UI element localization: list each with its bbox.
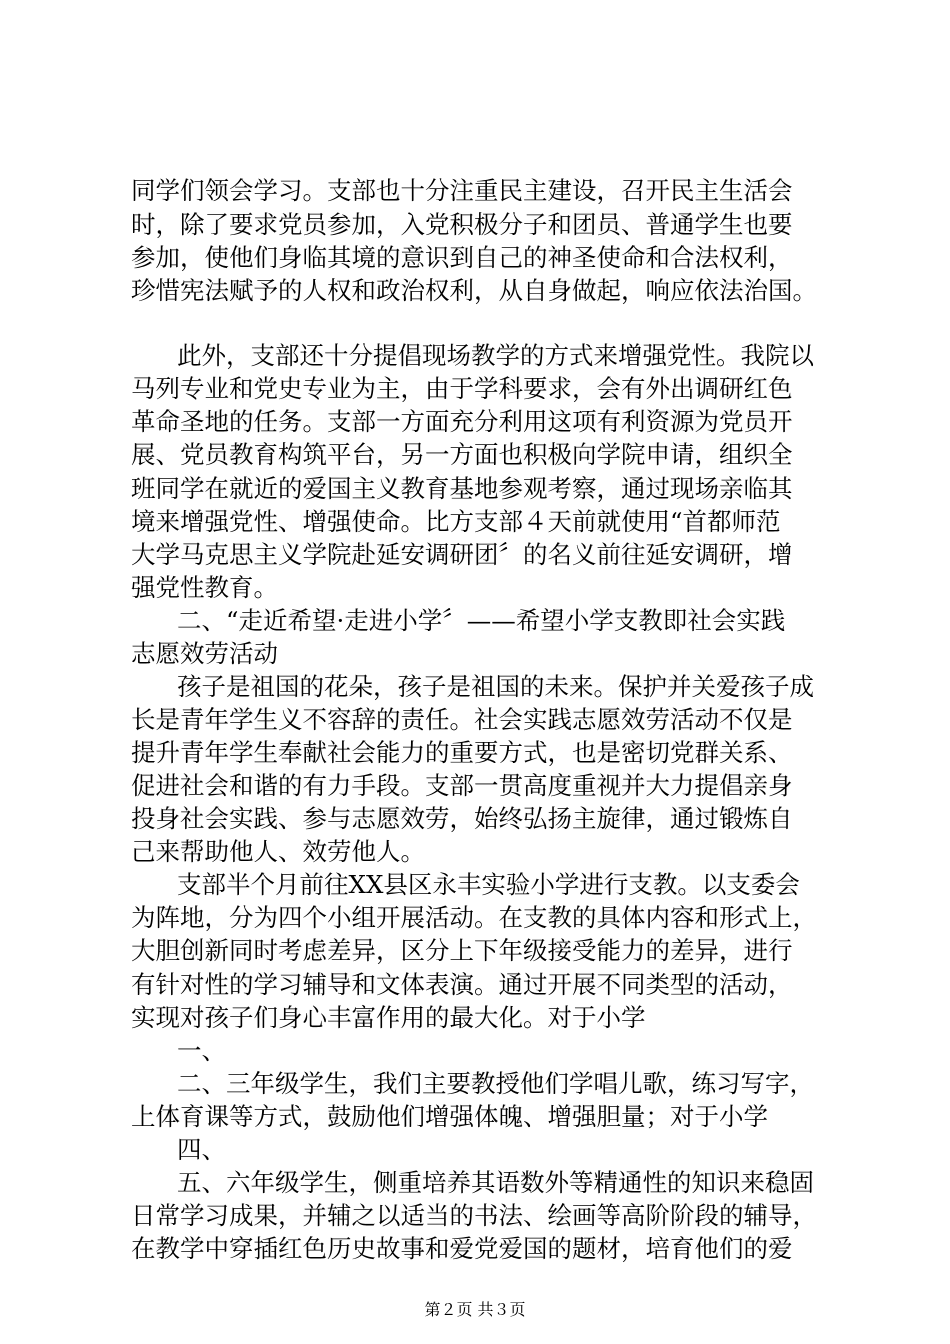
text-line: 班同学在就近的爱国主义教育基地参观考察，通过现场亲临其	[131, 474, 793, 503]
text-line: 展、党员教育构筑平台，另一方面也积极向学院申请，组织全	[131, 440, 793, 469]
text-line: 大胆创新同时考虑差异，区分上下年级接受能力的差异，进行	[131, 936, 793, 965]
page-footer: 第２页 共３页	[424, 1300, 526, 1319]
section-heading: 二、“走近希望·走进小学〞——希望小学支教即社会实践	[177, 606, 786, 635]
text-line: 四、	[177, 1135, 226, 1164]
text-line: 日常学习成果，并辅之以适当的书法、绘画等高阶阶段的辅导，	[131, 1201, 817, 1230]
text-line: 投身社会实践、参与志愿效劳，始终弘扬主旋律，通过锻炼自	[131, 804, 793, 833]
text-line: 二、三年级学生，我们主要教授他们学唱儿歌，练习写字，	[177, 1069, 814, 1098]
text-line: 一、	[177, 1036, 226, 1065]
text-line: 为阵地，分为四个小组开展活动。在支教的具体内容和形式上，	[131, 903, 817, 932]
section-heading: 志愿效劳活动	[131, 639, 278, 668]
text-line: 参加，使他们身临其境的意识到自己的神圣使命和合法权利，	[131, 243, 793, 272]
text-line: 提升青年学生奉献社会能力的重要方式，也是密切党群关系、	[131, 738, 793, 767]
text-line: 长是青年学生义不容辞的责任。社会实践志愿效劳活动不仅是	[131, 705, 793, 734]
text-line: 时，除了要求党员参加，入党积极分子和团员、普通学生也要	[131, 210, 793, 239]
text-line: 孩子是祖国的花朵，孩子是祖国的未来。保护并关爱孩子成	[177, 672, 814, 701]
text-line: 在教学中穿插红色历史故事和爱党爱国的题材，培育他们的爱	[131, 1234, 793, 1263]
text-line: 有针对性的学习辅导和文体表演。通过开展不同类型的活动，	[131, 970, 793, 999]
text-line: 此外，支部还十分提倡现场教学的方式来增强党性。我院以	[177, 341, 814, 370]
text-line: 境来增强党性、增强使命。比方支部４天前就使用“首都师范	[131, 507, 781, 536]
text-line: 五、六年级学生，侧重培养其语数外等精通性的知识来稳固	[177, 1168, 814, 1197]
text-line: 马列专业和党史专业为主，由于学科要求，会有外出调研红色	[131, 374, 793, 403]
text-line: 大学马克思主义学院赴延安调研团〞的名义前往延安调研，增	[131, 540, 793, 569]
text-line: 革命圣地的任务。支部一方面充分利用这项有利资源为党员开	[131, 407, 793, 436]
text-line: 支部半个月前往XX县区永丰实验小学进行支教。以支委会	[177, 870, 800, 899]
text-line: 实现对孩子们身心丰富作用的最大化。对于小学	[131, 1003, 646, 1032]
text-line: 同学们领会学习。支部也十分注重民主建设，召开民主生活会	[131, 176, 793, 205]
text-line: 己来帮助他人、效劳他人。	[131, 837, 425, 866]
text-line: 珍惜宪法赋予的人权和政治权利，从自身做起，响应依法治国。	[131, 276, 817, 305]
text-line: 强党性教育。	[131, 573, 278, 602]
text-line: 促进社会和谐的有力手段。支部一贯高度重视并大力提倡亲身	[131, 771, 793, 800]
text-line: 上体育课等方式，鼓励他们增强体魄、增强胆量；对于小学	[131, 1102, 768, 1131]
